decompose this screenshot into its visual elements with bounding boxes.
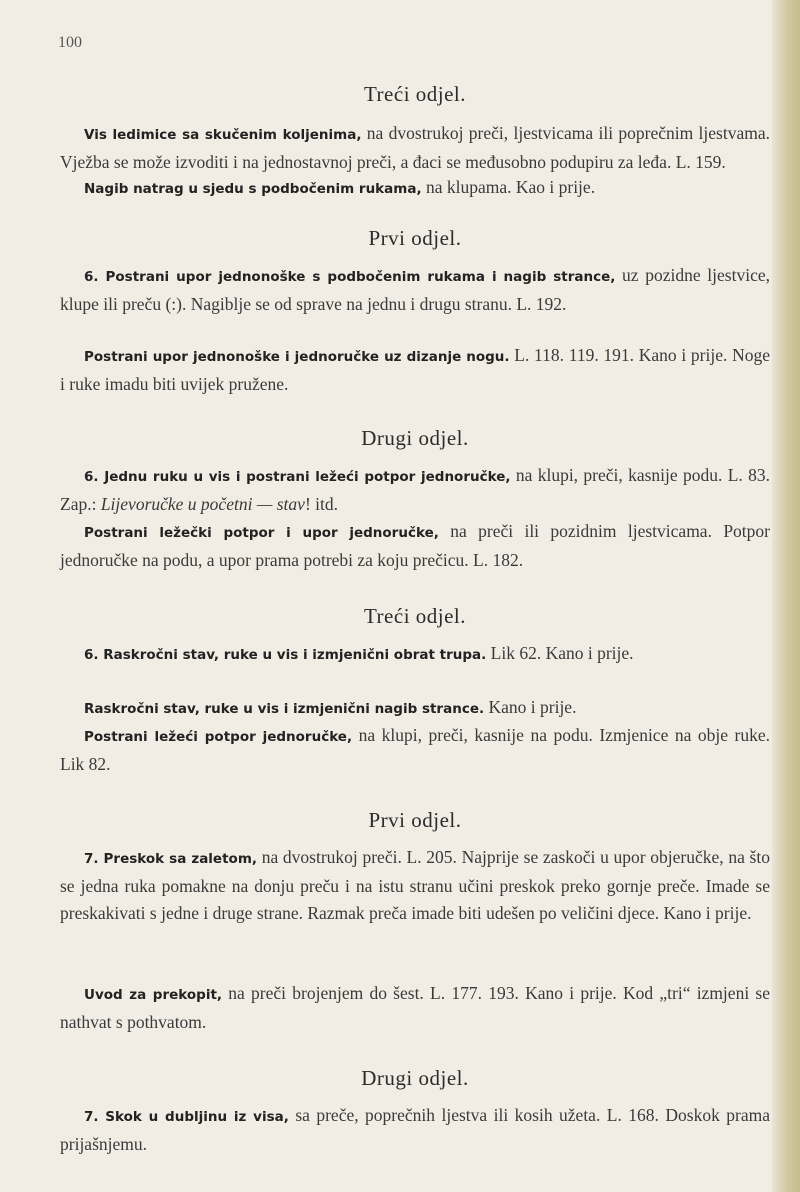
paragraph: Postrani ležečki potpor i upor jednoručke, na preči ili pozidnim ljestvicama. Potpor jednoručke na podu, a upor prama potrebi za koju prečicu. L. 182. [60, 521, 770, 570]
section-heading: Treći odjel. [363, 82, 467, 106]
paragraph: 7. Skok u dubljinu iz visa, sa preče, poprečnih ljestva ili kosih užeta. L. 168. Doskok prama prijašnjemu. [60, 1105, 771, 1154]
paragraph: 7. Preskok sa zaletom, na dvostrukoj preči. L. 205. Najprije se zaskoči u upor objeručke, na što se jedna ruka pomakne na donju preču i na istu stranu učini preskok preko gornje preče. Imade se preskakivati s jedne i druge strane. Razmak preča imade biti udešen po veličini djece. Kano i prije. [60, 847, 770, 923]
section-heading: Prvi odjel. [368, 226, 462, 250]
section-heading: Drugi odjel. [361, 426, 469, 450]
section-heading: Prvi odjel. [368, 808, 462, 832]
paragraph: Vis ledimice sa skučenim koljenima, na dvostrukoj preči, ljestvicama ili poprečnim ljestvama. Vježba se može izvoditi i na jednostavnoj preči, a đaci se međusobno podupiru za leđa. L. 159. [60, 123, 770, 172]
page-number: 100 [58, 34, 82, 51]
paragraph: Postrani upor jednonoške i jednoručke uz dizanje nogu. L. 118. 119. 191. Kano i prije. Noge i ruke imadu biti uvijek pružene. [60, 345, 770, 394]
paragraph: 6. Jednu ruku u vis i postrani ležeći potpor jednoručke, na klupi, preči, kasnije podu. L. 83. Zap.: Lijevoručke u početni — stav! itd. [60, 465, 770, 514]
section-heading: Treći odjel. [363, 604, 467, 628]
section-heading: Drugi odjel. [361, 1066, 469, 1090]
paragraph: Raskročni stav, ruke u vis i izmjenični nagib strance. Kano i prije. [84, 697, 577, 717]
page-edge [772, 0, 800, 1192]
paragraph: 6. Raskročni stav, ruke u vis i izmjenični obrat trupa. Lik 62. Kano i prije. [84, 643, 634, 663]
paragraph: Nagib natrag u sjedu s podbočenim rukama, na klupama. Kao i prije. [84, 177, 596, 197]
paragraph: Uvod za prekopit, na preči brojenjem do šest. L. 177. 193. Kano i prije. Kod „tri“ izmjeni se nathvat s pothvatom. [60, 983, 770, 1032]
paragraph: 6. Postrani upor jednonoške s podbočenim rukama i nagib strance, uz pozidne ljestvice, klupe ili preču (:). Nagiblje se od sprave na jednu i drugu stranu. L. 192. [60, 265, 770, 314]
paragraph: Postrani ležeći potpor jednoručke, na klupi, preči, kasnije na podu. Izmjenice na obje ruke. Lik 82. [60, 725, 770, 774]
